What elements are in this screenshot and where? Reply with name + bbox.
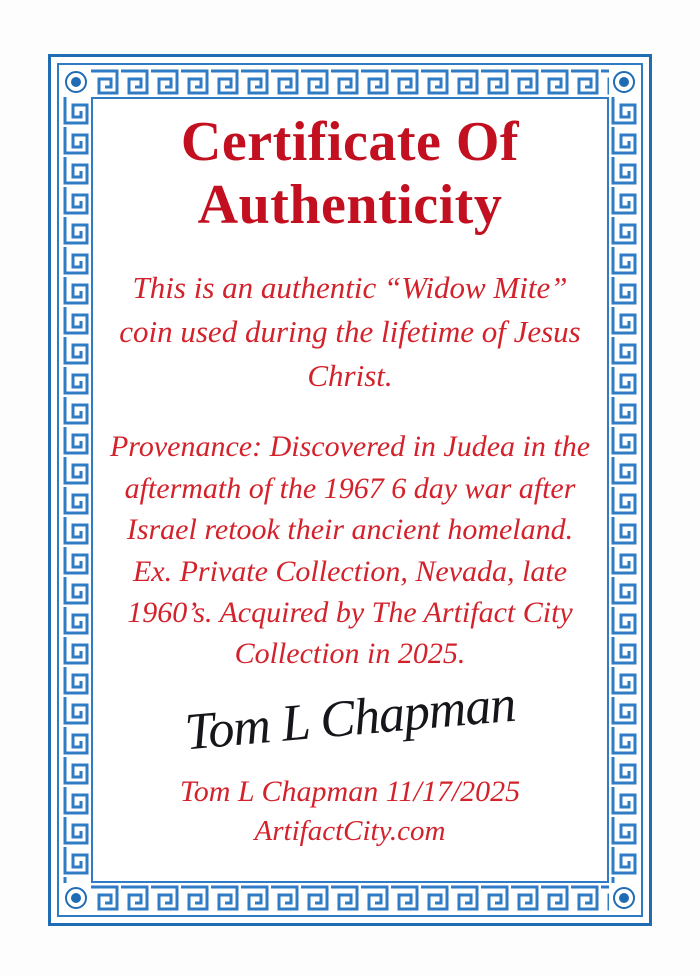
page-title-line-1: Certificate Of — [180, 111, 520, 173]
corner-medallion-top-left — [61, 67, 91, 97]
dot-icon — [71, 77, 81, 87]
page-title-line-2: Authenticity — [197, 173, 503, 236]
dot-icon — [71, 893, 81, 903]
corner-medallion-top-right — [609, 67, 639, 97]
corner-medallion-bottom-left — [61, 883, 91, 913]
certificate-content — [107, 103, 593, 877]
decorative-frame — [48, 54, 652, 926]
provenance-statement: Provenance: Discovered in Judea in the aftermath of the 1967 6 day war after Israel retook their ancient homeland. Ex. Private Collection, Nevada, late 1960’s. Acquired by The Artifact City Collection in 2025. — [109, 430, 591, 671]
signature-area — [107, 675, 593, 775]
dot-icon — [619, 893, 629, 903]
dot-icon — [619, 77, 629, 87]
meander-band-left — [61, 67, 91, 913]
meander-band-bottom — [61, 883, 639, 913]
authenticity-statement: This is an authentic “Widow Mite” coin used during the lifetime of Jesus Christ. — [119, 270, 581, 394]
meander-band-right — [609, 67, 639, 913]
signer-name-and-date: Tom L Chapman 11/17/2025 — [179, 774, 521, 808]
handwritten-signature: Tom L Chapman — [182, 675, 518, 762]
corner-medallion-bottom-right — [609, 883, 639, 913]
website-text: ArtifactCity.com — [254, 814, 446, 847]
page-title — [107, 111, 593, 236]
meander-band-top — [61, 67, 639, 97]
